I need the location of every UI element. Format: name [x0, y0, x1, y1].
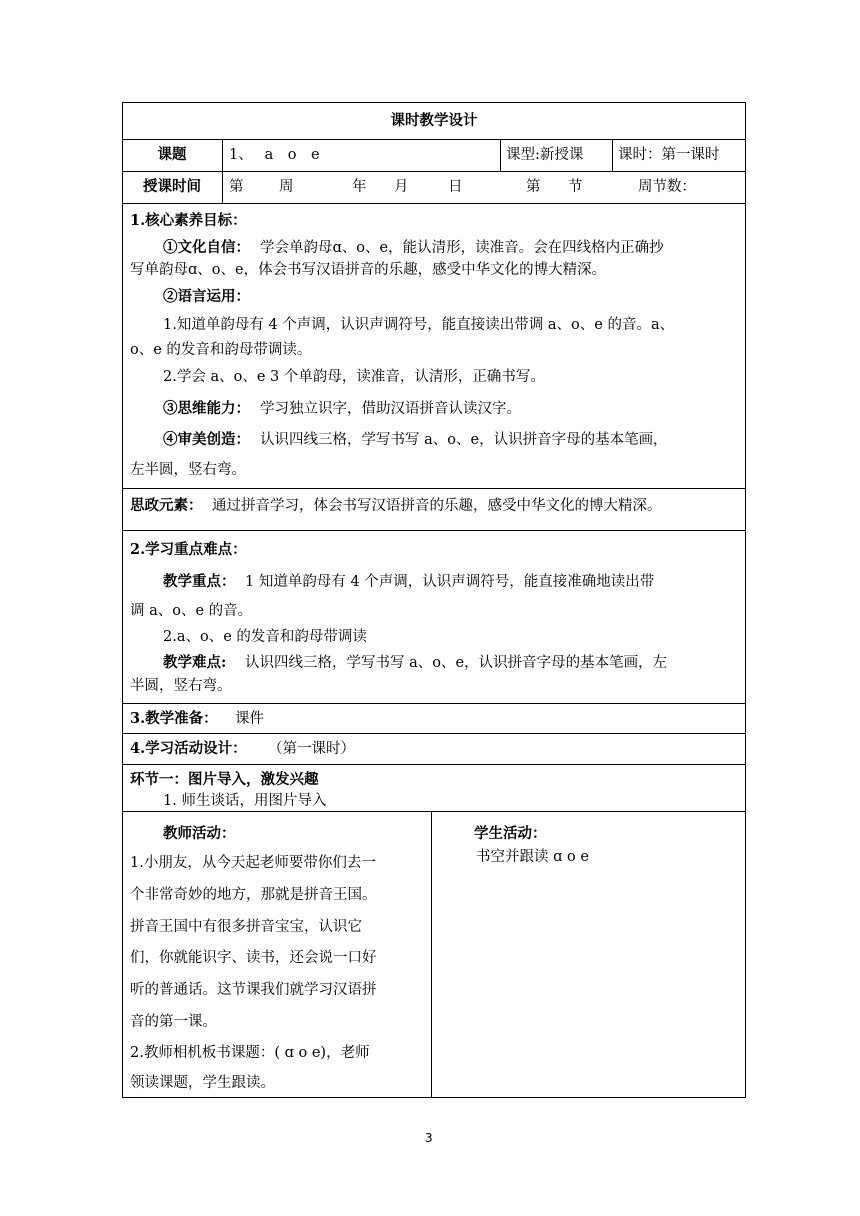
goal-aesthetic-text: 认识四线三格，学写书写 a、o、e，认识拼音字母的基本笔画， — [260, 432, 668, 448]
teacher-line: 音的第一课。 — [130, 1014, 217, 1030]
teacher-line: 们，你就能识字、读书，还会说一口好 — [130, 950, 377, 966]
lesson-type: 课型:新授课 — [506, 147, 584, 163]
table-rule — [222, 139, 223, 203]
teacher-line: 领读课题，学生跟读。 — [130, 1075, 275, 1091]
time-field: 第 — [526, 179, 541, 195]
goals-heading: 1.核心素养目标： — [130, 212, 247, 229]
goal-aesthetic-text: 左半圆，竖右弯。 — [130, 462, 246, 478]
topic-value: 1、 a o e — [229, 147, 320, 163]
goal-language-title: ②语言运用： — [163, 288, 250, 305]
focus-label: 教学重点： — [163, 573, 236, 590]
goal-thinking-title: ③思维能力： — [163, 400, 250, 417]
difficulty-label: 教学难点: — [163, 654, 227, 671]
stage-subtitle: 1. 师生谈话，用图片导入 — [163, 793, 327, 809]
table-rule — [122, 171, 746, 172]
lesson-period: 课时：第一课时 — [618, 147, 720, 163]
table-rule — [122, 203, 746, 204]
table-rule — [122, 139, 746, 140]
time-field: 年 — [352, 179, 367, 195]
goal-culture-text: 写单韵母ɑ、o、e，体会书写汉语拼音的乐趣，感受中华文化的博大精深。 — [130, 262, 607, 278]
teacher-line: 拼音王国中有很多拼音宝宝，认识它 — [130, 919, 362, 935]
focus-text: 调 a、o、e 的音。 — [130, 603, 253, 619]
time-field: 周节数： — [638, 179, 696, 195]
time-field: 日 — [448, 179, 463, 195]
table-rule — [122, 102, 746, 103]
table-rule — [612, 139, 613, 171]
prep-text: 课件 — [235, 711, 264, 727]
page-number: 3 — [425, 1131, 433, 1145]
goal-culture-text: 学会单韵母ɑ、o、e，能认清形，读准音。会在四线格内正确抄 — [260, 240, 664, 256]
ideology-text: 通过拼音学习，体会书写汉语拼音的乐趣，感受中华文化的博大精深。 — [212, 498, 662, 514]
goal-thinking-text: 学习独立识字，借助汉语拼音认读汉字。 — [260, 401, 521, 417]
table-rule — [122, 703, 746, 704]
activity-text: （第一课时） — [268, 741, 355, 757]
difficulty-text: 半圆，竖右弯。 — [130, 678, 232, 694]
table-rule — [122, 811, 746, 812]
activity-label: 4.学习活动设计： — [130, 740, 247, 757]
student-label: 学生活动： — [474, 825, 547, 842]
table-rule — [122, 1097, 746, 1098]
time-field: 周 — [279, 179, 294, 195]
teacher-line: 2.教师相机板书课题：( ɑ o e)，老师 — [130, 1045, 370, 1061]
time-field: 第 — [229, 179, 244, 195]
teacher-line: 个非常奇妙的地方，那就是拼音王国。 — [130, 887, 377, 903]
difficulty-text: 认识四线三格，学写书写 a、o、e，认识拼音字母的基本笔画，左 — [245, 655, 668, 671]
prep-label: 3.教学准备： — [130, 710, 218, 727]
goal-aesthetic-title: ④审美创造： — [163, 431, 250, 448]
table-rule — [122, 764, 746, 765]
table-rule — [122, 530, 746, 531]
table-rule — [431, 811, 432, 1097]
table-rule — [122, 733, 746, 734]
stage-title: 环节一：图片导入，激发兴趣 — [130, 771, 319, 788]
teacher-line: 1.小朋友，从今天起老师要带你们去一 — [130, 855, 376, 871]
teacher-line: 听的普通话。这节课我们就学习汉语拼 — [130, 982, 377, 998]
student-text: 书空并跟读 ɑ o e — [476, 849, 589, 865]
goal-language-item: 1.知道单韵母有 4 个声调，认识声调符号，能直接读出带调 a、o、e 的音。a、 — [163, 317, 675, 333]
keypoints-heading: 2.学习重点难点： — [130, 541, 247, 558]
table-rule — [500, 139, 501, 171]
time-field: 节 — [568, 179, 583, 195]
goal-language-item: 2.学会 a、o、e 3 个单韵母，读准音，认清形，正确书写。 — [163, 369, 545, 385]
time-field: 月 — [394, 179, 409, 195]
goal-language-item: o、e 的发音和韵母带调读。 — [130, 342, 312, 358]
focus-text: 1 知道单韵母有 4 个声调，认识声调符号，能直接准确地读出带 — [245, 574, 655, 590]
ideology-label: 思政元素： — [130, 497, 203, 514]
goal-culture-title: ①文化自信： — [163, 239, 250, 256]
table-rule — [122, 488, 746, 489]
page-title: 课时教学设计 — [390, 112, 478, 129]
focus-item: 2.a、o、e 的发音和韵母带调读 — [163, 629, 367, 645]
time-label: 授课时间 — [143, 178, 201, 195]
topic-label: 课题 — [157, 146, 187, 163]
teacher-label: 教师活动： — [163, 825, 236, 842]
